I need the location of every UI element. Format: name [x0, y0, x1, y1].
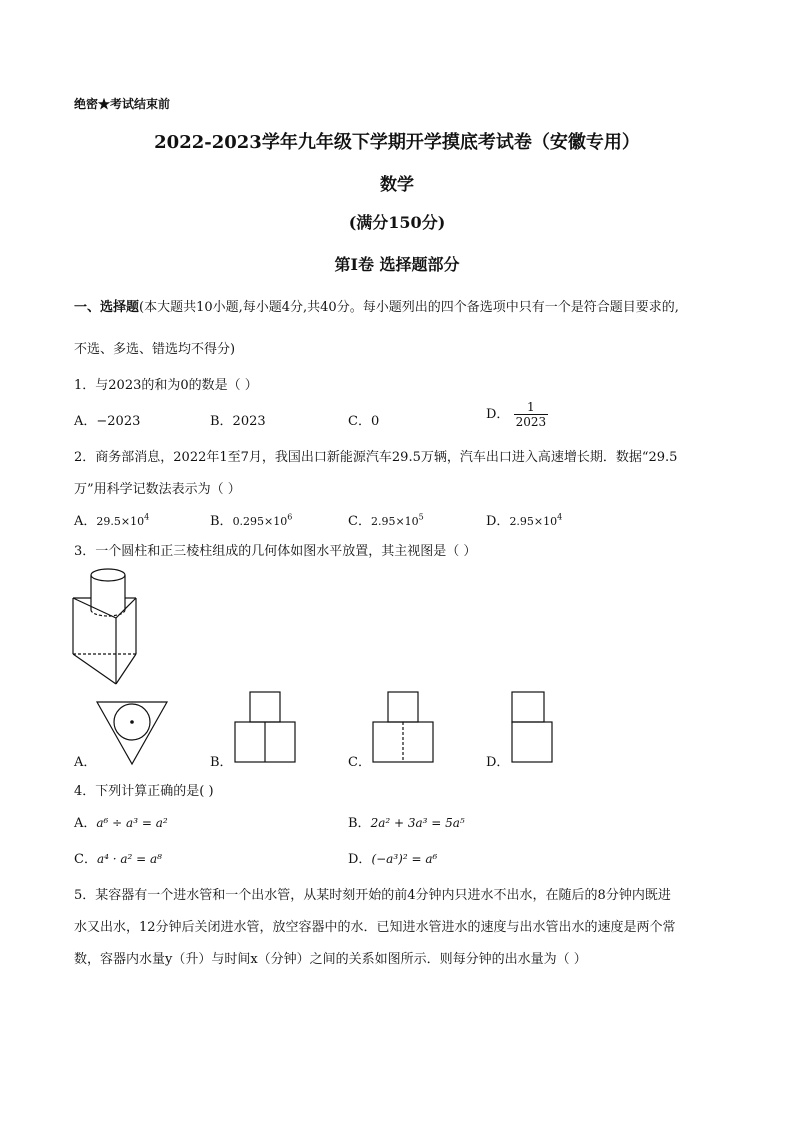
q2-option-a[interactable] — [74, 510, 149, 529]
q4-option-d-label: D． — [348, 852, 372, 867]
q3-option-d-figure — [510, 690, 554, 764]
q1-fraction — [514, 400, 549, 429]
q2-option-d-exp: 4 — [557, 512, 563, 522]
section-desc: (本大题共10小题,每小题4分,共40分。每小题列出的四个备选项中只有一个是符合题目要求的, — [139, 300, 679, 315]
q1-option-c[interactable]: C．0 — [348, 414, 380, 429]
q4-option-b[interactable] — [348, 812, 465, 831]
q4-option-b-expr: 2a² + 3a³ = 5a⁵ — [370, 816, 465, 830]
part-title: 第Ⅰ卷 选择题部分 — [334, 255, 460, 274]
q3-option-c[interactable]: C． — [348, 755, 371, 770]
q3-option-b-figure — [234, 690, 296, 764]
q3-solid-figure — [70, 566, 150, 688]
q1-fraction-numerator: 1 — [514, 400, 549, 415]
q4-option-c-expr: a⁴ · a² = a⁸ — [96, 852, 162, 866]
q3-option-a-figure — [96, 700, 168, 766]
q2-stem-line2: 万”用科学记数法表示为（ ） — [74, 482, 241, 497]
section-intro-line1 — [74, 296, 679, 315]
q2-option-d-label: D． — [486, 514, 510, 529]
q2-option-c-base: 2.95×10 — [370, 515, 419, 528]
q2-option-c-label: C． — [348, 514, 371, 529]
q3-option-d[interactable]: D． — [486, 755, 510, 770]
q1-option-d[interactable] — [486, 400, 548, 429]
q2-option-a-base: 29.5×10 — [96, 515, 145, 528]
q4-option-c[interactable] — [74, 848, 162, 867]
exam-title: 2022-2023学年九年级下学期开学摸底考试卷（安徽专用） — [154, 132, 640, 153]
q5-stem-line2: 水又出水，12分钟后关闭进水管，放空容器中的水．已知进水管进水的速度与出水管出水的速度是两个常 — [74, 920, 676, 935]
q2-option-b-exp: 6 — [287, 512, 293, 522]
section-desc-line2: 不选、多选、错选均不得分) — [74, 342, 236, 357]
q2-option-b-base: 0.295×10 — [232, 515, 288, 528]
q2-option-b-label: B． — [210, 514, 233, 529]
q1-fraction-denominator: 2023 — [515, 415, 547, 429]
q3-option-a[interactable]: A． — [74, 755, 97, 770]
q5-stem-line3: 数，容器内水量y（升）与时间x（分钟）之间的关系如图所示．则每分钟的出水量为（ ） — [74, 952, 587, 967]
q2-option-c-exp: 5 — [418, 512, 424, 522]
q1-option-a[interactable]: A．−2023 — [74, 414, 141, 429]
subject-title: 数学 — [380, 175, 414, 195]
section-heading: 一、选择题 — [74, 300, 140, 315]
q5-stem-line1: 5．某容器有一个进水管和一个出水管，从某时刻开始的前4分钟内只进水不出水，在随后的8分钟内既进 — [74, 888, 671, 903]
q2-option-a-label: A． — [74, 514, 97, 529]
q4-option-d[interactable] — [348, 848, 437, 867]
full-score: (满分150分) — [348, 213, 446, 232]
q4-option-a[interactable] — [74, 812, 168, 831]
q3-option-c-figure — [372, 690, 434, 764]
q1-stem: 1．与2023的和为0的数是（ ） — [74, 378, 258, 393]
q2-option-a-exp: 4 — [144, 512, 150, 522]
q4-option-a-expr: a⁶ ÷ a³ = a² — [96, 816, 168, 830]
confidential-label: 绝密★考试结束前 — [74, 97, 171, 111]
q4-stem: 4．下列计算正确的是( ) — [74, 784, 214, 799]
q4-option-d-expr: (−a³)² = a⁶ — [371, 852, 438, 866]
q4-option-a-label: A． — [74, 816, 97, 831]
q4-option-c-label: C． — [74, 852, 97, 867]
q2-stem-line1: 2．商务部消息，2022年1至7月，我国出口新能源汽车29.5万辆，汽车出口进入高速增长期．数据“29.5 — [74, 450, 678, 465]
q1-option-d-label: D． — [486, 407, 510, 422]
q3-option-b[interactable]: B． — [210, 755, 233, 770]
q4-option-b-label: B． — [348, 816, 371, 831]
q1-option-b[interactable]: B．2023 — [210, 414, 266, 429]
q2-option-c[interactable] — [348, 510, 424, 529]
q2-option-d-base: 2.95×10 — [509, 515, 558, 528]
q2-option-d[interactable] — [486, 510, 562, 529]
q2-option-b[interactable] — [210, 510, 292, 529]
q3-stem: 3．一个圆柱和正三棱柱组成的几何体如图水平放置，其主视图是（ ） — [74, 544, 477, 559]
